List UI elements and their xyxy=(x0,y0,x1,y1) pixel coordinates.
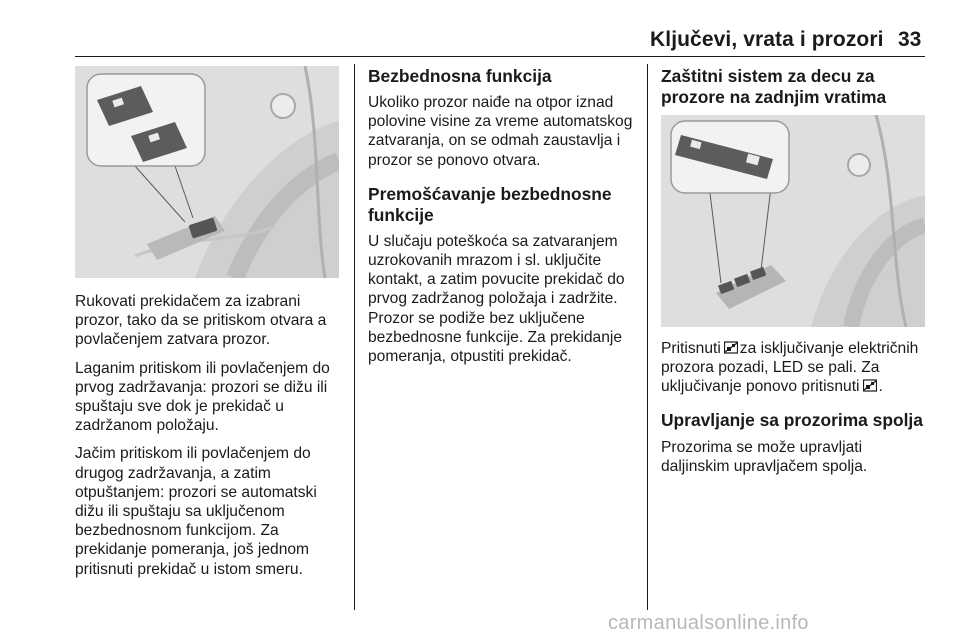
paragraph: U slučaju poteškoća sa zatvaranjem uzrokovanih mrazom i sl. uključite kontakt, a zatim povucite prekidač do prvog zadržanog položaja i zadržite. Prozor se podiže bez uključene bezbednosne funkcije. Za prekidanje pomeranja, otpustiti prekidač. xyxy=(368,232,625,366)
section-heading: Upravljanje sa prozorima spolja xyxy=(661,409,923,430)
child-lock-window-icon xyxy=(724,341,738,354)
header-rule xyxy=(75,56,925,57)
section-heading: Premošćavanje bezbednosne funkcije xyxy=(368,183,612,225)
paragraph: Jačim pritiskom ili povlačenjem do drugog zadržavanja, a zatim otpuštanjem: prozori se automatski dižu ili spuštaju sa uključenom bezbednosnom funkcijom. Za prekidanje pomeranja, još jednom pritisnuti prekidač u istom smeru. xyxy=(75,445,317,578)
column-divider-2 xyxy=(647,64,648,610)
watermark: carmanualsonline.info xyxy=(608,612,809,634)
door-illustration-svg xyxy=(661,115,925,327)
column-2 xyxy=(368,66,634,375)
paragraph: Prozorima se može upravljati daljinskim upravljačem spolja. xyxy=(661,438,868,475)
door-illustration-svg xyxy=(75,66,339,278)
paragraph-text: . xyxy=(878,378,883,396)
section-heading: Bezbednosna funkcija xyxy=(368,66,552,86)
column-divider-1 xyxy=(354,64,355,610)
column-3 xyxy=(661,66,927,485)
section-heading: Zaštitni sistem za decu za prozore na zadnjim vratima xyxy=(661,66,887,107)
paragraph xyxy=(661,339,927,397)
paragraph: Ukoliko prozor naiđe na otpor iznad polovine visine za vreme automatskog zatvaranja, on se odmah zaustavlja i prozor se ponovo otvara. xyxy=(368,94,633,169)
rear-window-child-lock-illustration xyxy=(661,115,925,327)
front-door-window-switch-illustration xyxy=(75,66,339,278)
column-1 xyxy=(75,66,341,588)
paragraph-text: Pritisnuti xyxy=(661,340,721,357)
page-number: 33 xyxy=(898,28,922,51)
paragraph: Rukovati prekidačem za izabrani prozor, tako da se pritiskom otvara a povlačenjem zatvara prozor. xyxy=(75,293,327,349)
running-header-title: Ključevi, vrata i prozori xyxy=(650,28,884,51)
paragraph: Laganim pritiskom ili povlačenjem do prvog zadržavanja: prozori se dižu ili spuštaju sve dok je prekidač u zadržanom položaju. xyxy=(75,359,330,435)
child-lock-window-icon xyxy=(863,379,877,392)
paragraph-text: za isključivanje električnih prozora pozadi, LED se pali. Za uključivanje ponovo pritisnuti xyxy=(661,340,919,396)
